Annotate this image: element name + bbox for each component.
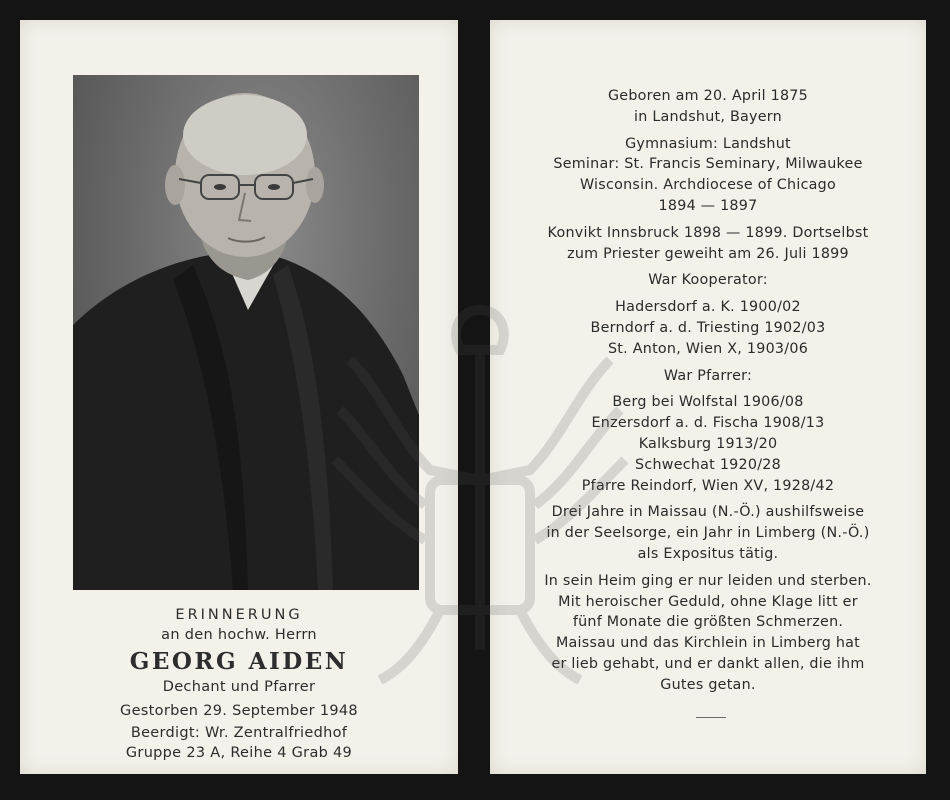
text-line: Mit heroischer Geduld, ohne Klage litt er bbox=[558, 593, 858, 610]
text-line: In sein Heim ging er nur leiden und sterben. bbox=[544, 572, 872, 589]
text-line: Kalksburg 1913/20 bbox=[638, 435, 778, 452]
maissau-block bbox=[490, 502, 926, 564]
text-line: fünf Monate die größten Schmerzen. bbox=[572, 614, 844, 631]
closing-block bbox=[490, 571, 926, 696]
death-date: Gestorben 29. September 1948 bbox=[120, 703, 358, 719]
pfarrer-heading: War Pfarrer: bbox=[663, 367, 753, 384]
text-line: Seminar: St. Francis Seminary, Milwaukee bbox=[553, 156, 863, 173]
text-line: Maissau und das Kirchlein in Limberg hat bbox=[555, 635, 861, 652]
portrait-photo bbox=[73, 75, 419, 590]
ordination-block bbox=[490, 223, 926, 265]
text-line: Berg bei Wolfstal 1906/08 bbox=[612, 394, 804, 411]
text-line: Berndorf a. d. Triesting 1902/03 bbox=[590, 319, 826, 336]
burial-line-2: Gruppe 23 A, Reihe 4 Grab 49 bbox=[125, 745, 353, 761]
burial-line-1: Beerdigt: Wr. Zentralfriedhof bbox=[130, 725, 348, 741]
birth-block bbox=[490, 86, 926, 128]
text-line: er lieb gehabt, und er dankt allen, die ihm bbox=[551, 655, 865, 672]
deceased-role: Dechant und Pfarrer bbox=[162, 679, 316, 695]
biography-text bbox=[490, 86, 926, 702]
education-block bbox=[490, 134, 926, 217]
text-line: Wisconsin. Archdiocese of Chicago bbox=[579, 177, 837, 194]
memorial-inscription bbox=[20, 605, 458, 763]
text-line: Konvikt Innsbruck 1898 — 1899. Dortselbst bbox=[547, 224, 869, 241]
text-line: als Expositus tätig. bbox=[637, 545, 779, 562]
kooperator-heading: War Kooperator: bbox=[648, 272, 768, 289]
text-line: Drei Jahre in Maissau (N.-Ö.) aushilfsweise bbox=[551, 504, 865, 521]
text-line: Gutes getan. bbox=[660, 676, 756, 693]
text-line: Geboren am 20. April 1875 bbox=[607, 88, 809, 104]
memorial-card-back bbox=[490, 20, 926, 774]
text-line: zum Priester geweiht am 26. Juli 1899 bbox=[567, 245, 849, 262]
kooperator-heading-block bbox=[490, 270, 926, 291]
text-line: Gymnasium: Landshut bbox=[625, 135, 791, 152]
closing-rule bbox=[696, 717, 726, 718]
text-line: in der Seelsorge, ein Jahr in Limberg (N.-Ö.) bbox=[546, 525, 870, 542]
text-line: 1894 — 1897 bbox=[658, 197, 758, 214]
pfarrer-heading-block bbox=[490, 366, 926, 387]
text-line: Enzersdorf a. d. Fischa 1908/13 bbox=[591, 415, 825, 432]
memorial-title: ERINNERUNG bbox=[175, 607, 303, 623]
memorial-card-front bbox=[20, 20, 458, 774]
text-line: Hadersdorf a. K. 1900/02 bbox=[615, 299, 801, 316]
memorial-subtitle: an den hochw. Herrn bbox=[161, 627, 317, 643]
portrait-illustration bbox=[73, 75, 419, 590]
kooperator-block bbox=[490, 297, 926, 359]
text-line: Pfarre Reindorf, Wien XV, 1928/42 bbox=[581, 477, 835, 494]
text-line: Schwechat 1920/28 bbox=[635, 456, 781, 473]
deceased-name: GEORG AIDEN bbox=[129, 648, 349, 675]
pfarrer-block bbox=[490, 392, 926, 496]
text-line: in Landshut, Bayern bbox=[634, 108, 782, 125]
text-line: St. Anton, Wien X, 1903/06 bbox=[607, 340, 809, 357]
